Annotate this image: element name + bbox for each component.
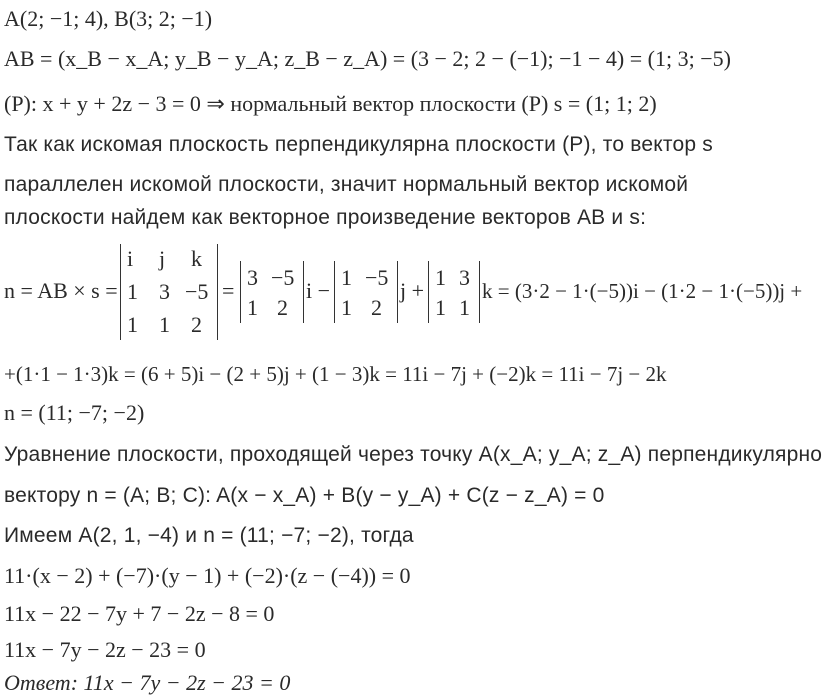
matrix-2x2-a <box>240 261 304 323</box>
line-substitution: 11·(x − 2) + (−7)·(y − 1) + (−2)·(z − (−4)) = 0 <box>4 563 411 588</box>
m2a-cell: 1 <box>247 295 258 320</box>
m3-cell: −5 <box>185 279 209 304</box>
matrix-2x2-c <box>428 261 480 323</box>
m2c-cell: 3 <box>459 265 470 290</box>
det-k-term: k = (3·2 − 1·(−5))i − (1·2 − 1·(−5))j + <box>482 279 803 303</box>
line-points: A(2; −1; 4), B(3; 2; −1) <box>4 6 213 31</box>
det-j-term: j + <box>400 278 425 303</box>
m2b-cell: 1 <box>341 295 352 320</box>
m2a-cell: 3 <box>247 265 258 290</box>
m2b-cell: −5 <box>365 265 389 290</box>
line-expansion: +(1·1 − 1·3)k = (6 + 5)i − (2 + 5)j + (1 − 3)k = 11i − 7j + (−2)k = 11i − 7j − 2k <box>4 362 667 386</box>
line-answer: Ответ: 11x − 7y − 2z − 23 = 0 <box>4 670 291 695</box>
m2b-cell: 1 <box>341 265 352 290</box>
m2c-cell: 1 <box>435 265 446 290</box>
line-normal-result: n = (11; −7; −2) <box>4 400 145 425</box>
m2a-cell: −5 <box>271 265 295 290</box>
text-line-1: Так как искомая плоскость перпендикулярна плоскости (P), то вектор s <box>4 133 713 156</box>
text-line-6: Имеем A(2, 1, −4) и n = (11; −7; −2), тогда <box>4 524 414 547</box>
det-i-term: i − <box>306 278 331 303</box>
m3-cell: 2 <box>191 312 202 337</box>
m3-cell: i <box>127 246 134 271</box>
det-lhs: n = AB × s = <box>4 278 118 303</box>
line-vector-ab: AB = (x_B − x_A; y_B − y_A; z_B − z_A) = (3 − 2; 2 − (−1); −1 − 4) = (1; 3; −5) <box>4 46 731 71</box>
det-eq: = <box>222 278 235 303</box>
m3-cell: 3 <box>159 279 170 304</box>
line-simplified: 11x − 7y − 2z − 23 = 0 <box>4 637 206 662</box>
text-line-5: вектору n = (A; B; C): A(x − x_A) + B(y − y_A) + C(z − z_A) = 0 <box>4 484 605 507</box>
determinant-row <box>4 244 832 340</box>
m3-cell: 1 <box>159 312 170 337</box>
m2a-cell: 2 <box>277 295 288 320</box>
line-plane-normal: (P): x + y + 2z − 3 = 0 ⇒ нормальный вектор плоскости (P) s = (1; 1; 2) <box>4 91 657 116</box>
matrix-2x2-b <box>334 261 398 323</box>
m2b-cell: 2 <box>371 295 382 320</box>
m3-cell: k <box>191 246 202 271</box>
m2c-cell: 1 <box>435 295 446 320</box>
text-line-2: параллелен искомой плоскости, значит нормальный вектор искомой <box>4 173 689 196</box>
m2c-cell: 1 <box>459 295 470 320</box>
m3-cell: 1 <box>127 279 138 304</box>
text-line-4: Уравнение плоскости, проходящей через точку A(x_A; y_A; z_A) перпендикулярно <box>4 443 823 466</box>
m3-cell: 1 <box>127 312 138 337</box>
line-expanded: 11x − 22 − 7y + 7 − 2z − 8 = 0 <box>4 601 275 626</box>
text-line-3: плоскости найдем как векторное произведение векторов AB и s: <box>4 206 647 229</box>
m3-cell: j <box>159 246 166 271</box>
matrix-3x3 <box>120 244 218 340</box>
